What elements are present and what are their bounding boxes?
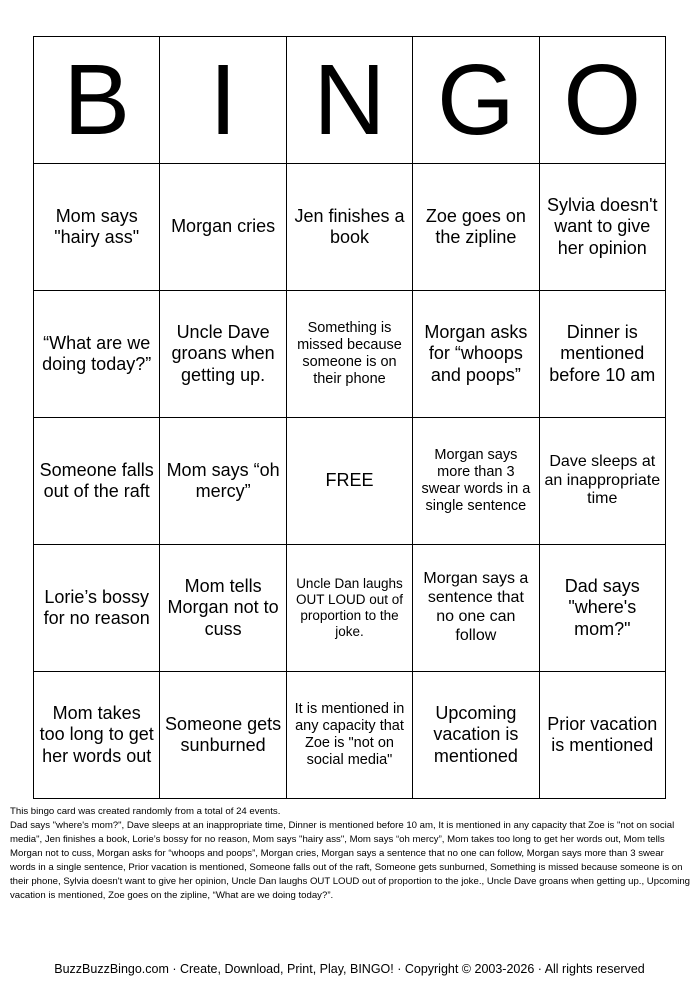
bingo-cell bbox=[539, 545, 665, 672]
bingo-cell bbox=[34, 418, 160, 545]
header-letter-b: B bbox=[34, 37, 160, 164]
bingo-cell bbox=[413, 291, 539, 418]
bingo-cell bbox=[160, 545, 286, 672]
bingo-cell bbox=[539, 291, 665, 418]
bingo-cell-text: Mom says “oh mercy” bbox=[166, 459, 280, 501]
bingo-row-4 bbox=[34, 545, 666, 672]
description-intro: This bingo card was created randomly from a total of 24 events. bbox=[10, 806, 281, 817]
free-space-label: FREE bbox=[325, 470, 374, 491]
bingo-cell bbox=[413, 545, 539, 672]
bingo-cell bbox=[413, 164, 539, 291]
bingo-cell-text: Mom tells Morgan not to cuss bbox=[167, 576, 279, 639]
bingo-cell-text: Mom takes too long to get her words out bbox=[39, 703, 154, 766]
bingo-row-5 bbox=[34, 672, 666, 799]
bingo-cell-text: Sylvia doesn't want to give her opinion bbox=[547, 195, 658, 258]
bingo-cell bbox=[160, 418, 286, 545]
bingo-cell bbox=[539, 672, 665, 799]
bingo-cell bbox=[539, 164, 665, 291]
free-space-cell bbox=[286, 418, 412, 545]
bingo-cell bbox=[413, 672, 539, 799]
description-events: Dad says "where's mom?", Dave sleeps at an inappropriate time, Dinner is mentioned before 10 am, It is mentioned in any capacity that Zoe is "not on social media", Jen finishes a book, Lorie’s bossy for no reason, Mom says "hairy ass", Mom says “oh mercy”, Mom takes too long to get her words out, Mom tells Morgan not to cuss, Morgan asks for “whoops and poops”, Morgan cries, Morgan says a sentence that no one can follow, Morgan says more than 3 swear words in a single sentence, Prior vacation is mentioned, Someone falls out of the raft, Someone gets sunburned, Something is missed because someone is on their phone, Sylvia doesn't want to give her opinion, Uncle Dan laughs OUT LOUD out of proportion to the joke., Uncle Dave groans when getting up., Upcoming vacation is mentioned, Zoe goes on the zipline, “What are we doing today?”. bbox=[10, 820, 690, 901]
bingo-cell bbox=[34, 545, 160, 672]
bingo-card bbox=[33, 36, 666, 799]
footer: BuzzBuzzBingo.com · Create, Download, Print, Play, BINGO! · Copyright © 2003-2026 · All rights reserved bbox=[54, 962, 645, 976]
bingo-row-3 bbox=[34, 418, 666, 545]
bingo-cell-text: Dad says "where's mom?" bbox=[564, 576, 640, 639]
bingo-cell-text: Zoe goes on the zipline bbox=[425, 205, 526, 247]
bingo-cell bbox=[34, 291, 160, 418]
bingo-cell-text: Upcoming vacation is mentioned bbox=[433, 703, 519, 766]
bingo-cell bbox=[34, 164, 160, 291]
bingo-cell bbox=[286, 164, 412, 291]
bingo-cell bbox=[286, 291, 412, 418]
bingo-cell bbox=[539, 418, 665, 545]
bingo-cell-text: Morgan says a sentence that no one can follow bbox=[423, 570, 529, 644]
bingo-cell-text: It is mentioned in any capacity that Zoe is "not on social media" bbox=[294, 700, 405, 769]
bingo-cell-text: Someone gets sunburned bbox=[165, 713, 282, 755]
bingo-cell-text: “What are we doing today?” bbox=[42, 332, 152, 374]
bingo-cell-text: Morgan asks for “whoops and poops” bbox=[424, 322, 528, 385]
bingo-cell-text: Uncle Dan laughs OUT LOUD out of proportion to the joke. bbox=[295, 576, 403, 639]
bingo-cell-text: Uncle Dave groans when getting up. bbox=[171, 322, 275, 385]
bingo-cell bbox=[286, 672, 412, 799]
bingo-cell-text: Something is missed because someone is on their phone bbox=[297, 319, 402, 388]
bingo-cell bbox=[413, 418, 539, 545]
bingo-cell-text: Dave sleeps at an inappropriate time bbox=[544, 452, 661, 508]
bingo-cell bbox=[286, 545, 412, 672]
bingo-cell-text: Lorie’s bossy for no reason bbox=[43, 586, 150, 628]
bingo-cell-text: Prior vacation is mentioned bbox=[547, 713, 658, 755]
header-letter-g: G bbox=[413, 37, 539, 164]
bingo-cell-text: Morgan cries bbox=[171, 216, 276, 237]
bingo-cell bbox=[160, 672, 286, 799]
bingo-row-1 bbox=[34, 164, 666, 291]
bingo-cell bbox=[160, 291, 286, 418]
header-letter-i: I bbox=[160, 37, 286, 164]
bingo-cell bbox=[34, 672, 160, 799]
header-letter-n: N bbox=[286, 37, 412, 164]
bingo-header-row bbox=[34, 37, 666, 164]
bingo-cell-text: Morgan says more than 3 swear words in a single sentence bbox=[421, 446, 531, 515]
card-description bbox=[10, 805, 690, 903]
bingo-cell-text: Mom says "hairy ass" bbox=[54, 205, 140, 247]
bingo-cell bbox=[160, 164, 286, 291]
bingo-cell-text: Someone falls out of the raft bbox=[39, 459, 154, 501]
bingo-cell-text: Dinner is mentioned before 10 am bbox=[549, 322, 656, 385]
bingo-cell-text: Jen finishes a book bbox=[294, 205, 405, 247]
bingo-row-2 bbox=[34, 291, 666, 418]
header-letter-o: O bbox=[539, 37, 665, 164]
